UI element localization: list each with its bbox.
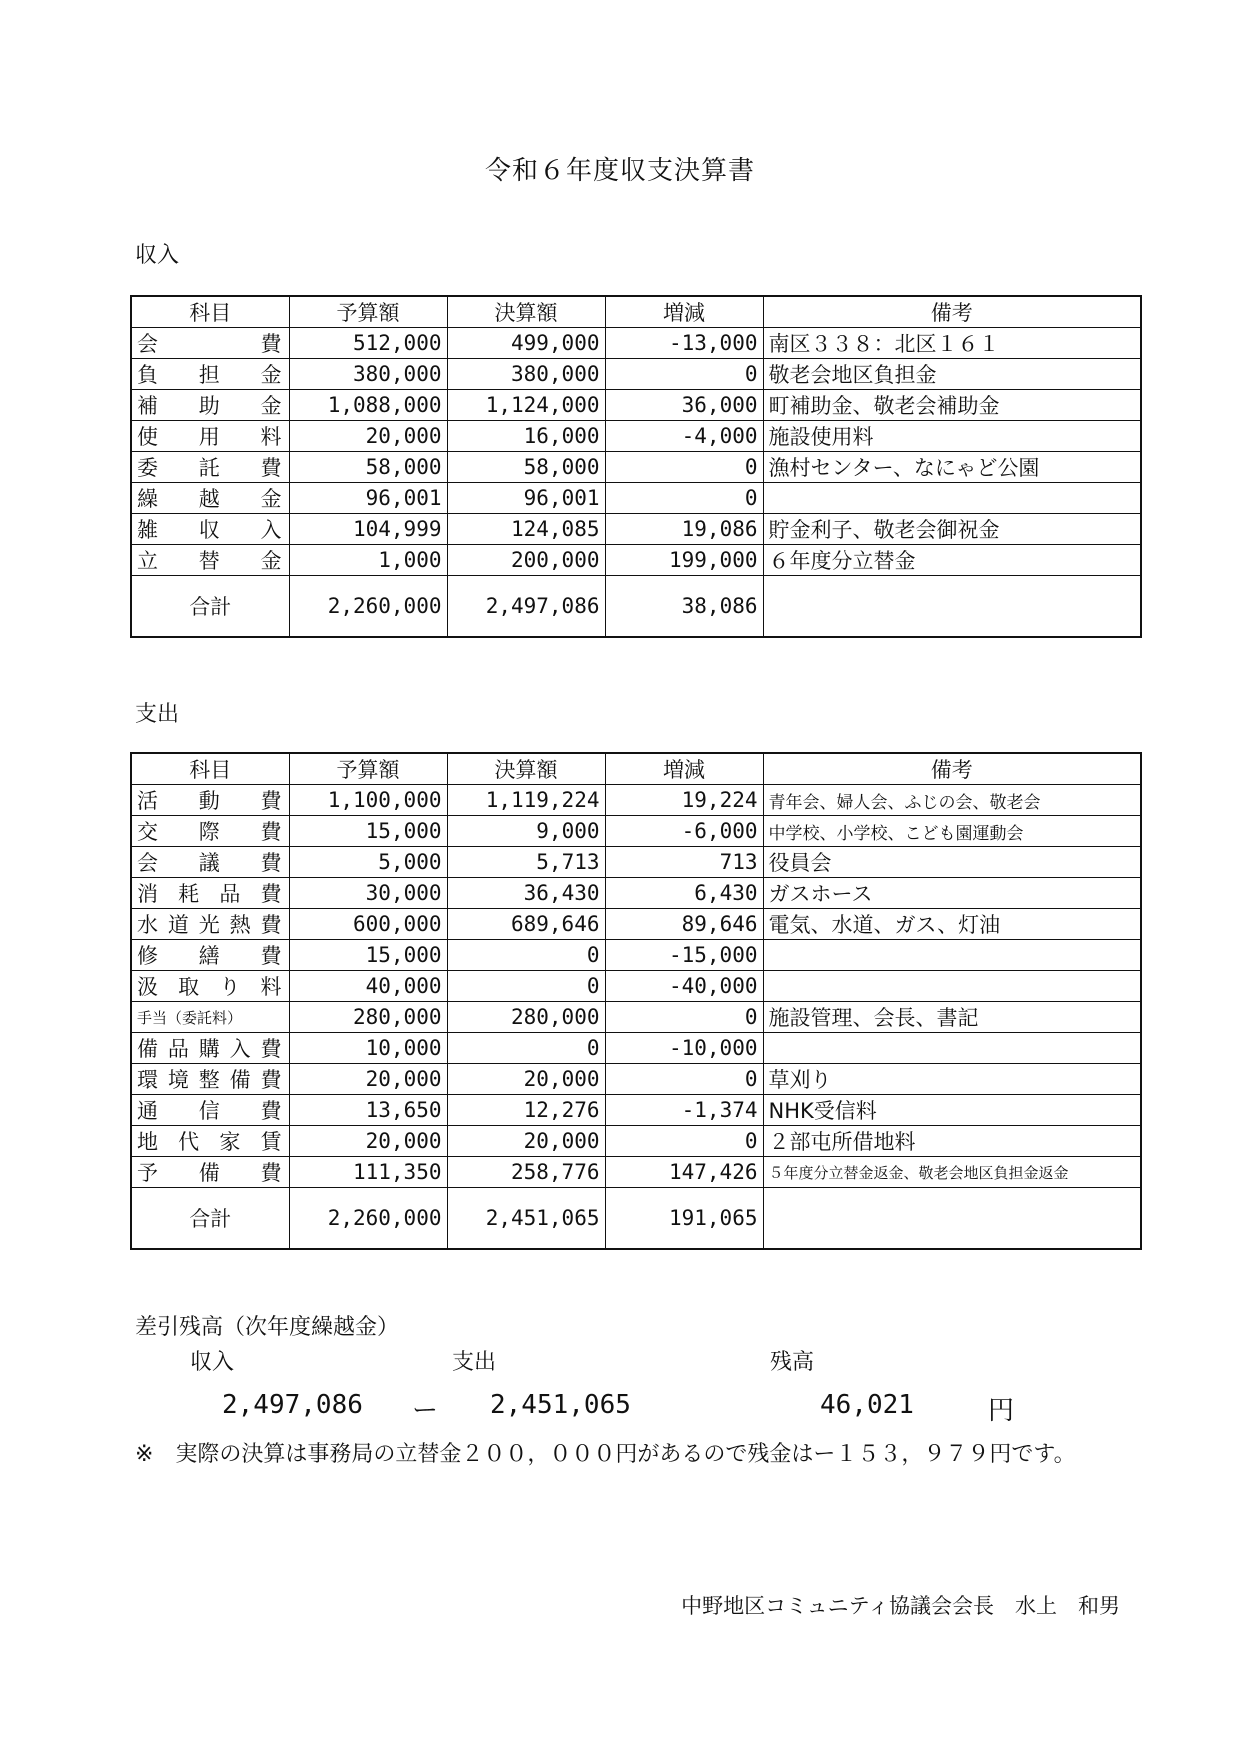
expense-row [131, 878, 1141, 909]
expense-cell-budget: 40,000 [289, 971, 447, 1002]
income-cell-actual: 499,000 [447, 328, 605, 359]
expense-total-row [131, 1188, 1141, 1250]
expense-cell-actual: 0 [447, 971, 605, 1002]
income-cell-note: 施設使用料 [763, 421, 1141, 452]
expense-cell-note: 電気、水道、ガス、灯油 [763, 909, 1141, 940]
expense-cell-diff: -15,000 [605, 940, 763, 971]
expense-header-note: 備考 [763, 753, 1141, 785]
expense-row [131, 1095, 1141, 1126]
expense-cell-item: 地代家賃 [131, 1126, 289, 1157]
expense-cell-note: 施設管理、会長、書記 [763, 1002, 1141, 1033]
income-total-actual: 2,497,086 [447, 576, 605, 638]
income-cell-diff: 199,000 [605, 545, 763, 576]
expense-cell-item: 環境整備費 [131, 1064, 289, 1095]
income-cell-item: 会費 [131, 328, 289, 359]
expense-cell-budget: 1,100,000 [289, 785, 447, 816]
expense-cell-diff: -40,000 [605, 971, 763, 1002]
income-cell-budget: 58,000 [289, 452, 447, 483]
expense-cell-actual: 0 [447, 1033, 605, 1064]
expense-row [131, 1033, 1141, 1064]
balance-expense-value: 2,451,065 [490, 1390, 631, 1420]
income-table [130, 295, 1142, 638]
expense-cell-diff: 6,430 [605, 878, 763, 909]
expense-row [131, 1064, 1141, 1095]
expense-total-budget: 2,260,000 [289, 1188, 447, 1250]
income-cell-note: 貯金利子、敬老会御祝金 [763, 514, 1141, 545]
expense-cell-diff: 0 [605, 1064, 763, 1095]
income-total-budget: 2,260,000 [289, 576, 447, 638]
income-row [131, 359, 1141, 390]
expense-cell-note: 青年会、婦人会、ふじの会、敬老会 [763, 785, 1141, 816]
income-cell-actual: 1,124,000 [447, 390, 605, 421]
expense-cell-budget: 280,000 [289, 1002, 447, 1033]
expense-cell-actual: 12,276 [447, 1095, 605, 1126]
expense-cell-item: 活動費 [131, 785, 289, 816]
expense-cell-actual: 689,646 [447, 909, 605, 940]
income-cell-item: 補助金 [131, 390, 289, 421]
expense-cell-diff: -10,000 [605, 1033, 763, 1064]
balance-unit: 円 [988, 1396, 1015, 1426]
expense-cell-diff: -6,000 [605, 816, 763, 847]
income-cell-note: 町補助金、敬老会補助金 [763, 390, 1141, 421]
income-cell-diff: 0 [605, 359, 763, 390]
expense-header-diff: 増減 [605, 753, 763, 785]
expense-cell-item: 修繕費 [131, 940, 289, 971]
income-cell-diff: -13,000 [605, 328, 763, 359]
document-title: 令和６年度収支決算書 [484, 156, 755, 186]
expense-cell-budget: 30,000 [289, 878, 447, 909]
income-row [131, 483, 1141, 514]
income-cell-note: 敬老会地区負担金 [763, 359, 1141, 390]
expense-cell-note [763, 940, 1141, 971]
expense-cell-item: 通信費 [131, 1095, 289, 1126]
expense-cell-actual: 36,430 [447, 878, 605, 909]
balance-remaining-label: 残高 [770, 1350, 815, 1375]
expense-cell-diff: 147,426 [605, 1157, 763, 1188]
income-cell-actual: 58,000 [447, 452, 605, 483]
income-total-label: 合計 [131, 576, 289, 638]
income-cell-budget: 512,000 [289, 328, 447, 359]
expense-row [131, 1126, 1141, 1157]
income-cell-item: 委託費 [131, 452, 289, 483]
expense-header-actual: 決算額 [447, 753, 605, 785]
expense-cell-item: 汲取り料 [131, 971, 289, 1002]
income-cell-item: 負担金 [131, 359, 289, 390]
expense-cell-note: 中学校、小学校、こども園運動会 [763, 816, 1141, 847]
expense-total-actual: 2,451,065 [447, 1188, 605, 1250]
expense-table [130, 752, 1142, 1250]
income-total-note [763, 576, 1141, 638]
expense-cell-budget: 20,000 [289, 1126, 447, 1157]
income-cell-actual: 16,000 [447, 421, 605, 452]
expense-cell-actual: 0 [447, 940, 605, 971]
income-cell-diff: 0 [605, 452, 763, 483]
income-cell-note: ６年度分立替金 [763, 545, 1141, 576]
expense-cell-diff: 0 [605, 1002, 763, 1033]
income-total-row [131, 576, 1141, 638]
expense-cell-note: ガスホース [763, 878, 1141, 909]
expense-cell-budget: 10,000 [289, 1033, 447, 1064]
income-cell-item: 繰越金 [131, 483, 289, 514]
expense-row [131, 971, 1141, 1002]
income-cell-item: 雑収入 [131, 514, 289, 545]
expense-cell-budget: 20,000 [289, 1064, 447, 1095]
expense-total-diff: 191,065 [605, 1188, 763, 1250]
expense-total-note [763, 1188, 1141, 1250]
expense-cell-budget: 15,000 [289, 940, 447, 971]
expense-cell-diff: 19,224 [605, 785, 763, 816]
expense-cell-item: 予備費 [131, 1157, 289, 1188]
income-cell-budget: 1,000 [289, 545, 447, 576]
expense-cell-actual: 9,000 [447, 816, 605, 847]
balance-remaining-value: 46,021 [820, 1390, 914, 1420]
expense-row [131, 816, 1141, 847]
expense-cell-item: 備品購入費 [131, 1033, 289, 1064]
balance-income-label: 収入 [190, 1350, 235, 1375]
income-cell-diff: 0 [605, 483, 763, 514]
income-cell-budget: 380,000 [289, 359, 447, 390]
expense-row [131, 785, 1141, 816]
expense-cell-budget: 600,000 [289, 909, 447, 940]
income-header-diff: 増減 [605, 296, 763, 328]
income-header-note: 備考 [763, 296, 1141, 328]
income-row [131, 328, 1141, 359]
income-cell-actual: 200,000 [447, 545, 605, 576]
expense-row [131, 909, 1141, 940]
income-cell-note: 南区３３８：北区１６１ [763, 328, 1141, 359]
income-cell-budget: 104,999 [289, 514, 447, 545]
income-header-item: 科目 [131, 296, 289, 328]
expense-row [131, 940, 1141, 971]
income-cell-actual: 96,001 [447, 483, 605, 514]
income-cell-diff: 36,000 [605, 390, 763, 421]
expense-total-label: 合計 [131, 1188, 289, 1250]
balance-heading: 差引残高（次年度繰越金） [135, 1315, 400, 1340]
income-cell-note [763, 483, 1141, 514]
income-row [131, 545, 1141, 576]
income-cell-item: 使用料 [131, 421, 289, 452]
expense-cell-note: 役員会 [763, 847, 1141, 878]
remark-note: ※ 実際の決算は事務局の立替金２００，０００円があるので残金はー１５３，９７９円です。 [135, 1442, 1076, 1467]
expense-cell-actual: 20,000 [447, 1064, 605, 1095]
income-cell-note: 漁村センター、なにゃど公園 [763, 452, 1141, 483]
expense-cell-actual: 1,119,224 [447, 785, 605, 816]
expense-cell-item: 手当（委託料） [131, 1002, 289, 1033]
expense-cell-item: 消耗品費 [131, 878, 289, 909]
expense-row [131, 847, 1141, 878]
income-header-row [131, 296, 1141, 328]
expense-cell-actual: 20,000 [447, 1126, 605, 1157]
expense-cell-note: 草刈り [763, 1064, 1141, 1095]
expense-cell-note: NHK受信料 [763, 1095, 1141, 1126]
expense-cell-budget: 13,650 [289, 1095, 447, 1126]
income-header-budget: 予算額 [289, 296, 447, 328]
expense-cell-actual: 258,776 [447, 1157, 605, 1188]
income-row [131, 390, 1141, 421]
expense-cell-item: 交際費 [131, 816, 289, 847]
income-cell-diff: 19,086 [605, 514, 763, 545]
expense-cell-diff: 0 [605, 1126, 763, 1157]
balance-expense-label: 支出 [452, 1350, 497, 1375]
income-section-label: 収入 [135, 243, 180, 268]
expense-cell-diff: 89,646 [605, 909, 763, 940]
expense-row [131, 1002, 1141, 1033]
expense-cell-note [763, 971, 1141, 1002]
income-cell-budget: 20,000 [289, 421, 447, 452]
expense-header-item: 科目 [131, 753, 289, 785]
income-cell-budget: 1,088,000 [289, 390, 447, 421]
expense-cell-note: ５年度分立替金返金、敬老会地区負担金返金 [763, 1157, 1141, 1188]
income-header-actual: 決算額 [447, 296, 605, 328]
signature: 中野地区コミュニティ協議会会長 水上 和男 [681, 1594, 1120, 1618]
income-cell-budget: 96,001 [289, 483, 447, 514]
income-cell-actual: 124,085 [447, 514, 605, 545]
expense-cell-budget: 111,350 [289, 1157, 447, 1188]
income-row [131, 514, 1141, 545]
income-cell-item: 立替金 [131, 545, 289, 576]
income-row [131, 421, 1141, 452]
expense-cell-item: 会議費 [131, 847, 289, 878]
income-cell-diff: -4,000 [605, 421, 763, 452]
income-total-diff: 38,086 [605, 576, 763, 638]
expense-cell-note: ２部屯所借地料 [763, 1126, 1141, 1157]
expense-cell-budget: 5,000 [289, 847, 447, 878]
balance-income-value: 2,497,086 [222, 1390, 363, 1420]
income-cell-actual: 380,000 [447, 359, 605, 390]
expense-header-row [131, 753, 1141, 785]
expense-cell-diff: 713 [605, 847, 763, 878]
expense-cell-actual: 5,713 [447, 847, 605, 878]
expense-header-budget: 予算額 [289, 753, 447, 785]
expense-cell-budget: 15,000 [289, 816, 447, 847]
expense-cell-actual: 280,000 [447, 1002, 605, 1033]
expense-cell-note [763, 1033, 1141, 1064]
income-row [131, 452, 1141, 483]
expense-cell-item: 水道光熱費 [131, 909, 289, 940]
expense-section-label: 支出 [135, 702, 180, 727]
balance-minus-sign: ー [412, 1396, 439, 1426]
expense-cell-diff: -1,374 [605, 1095, 763, 1126]
expense-row [131, 1157, 1141, 1188]
